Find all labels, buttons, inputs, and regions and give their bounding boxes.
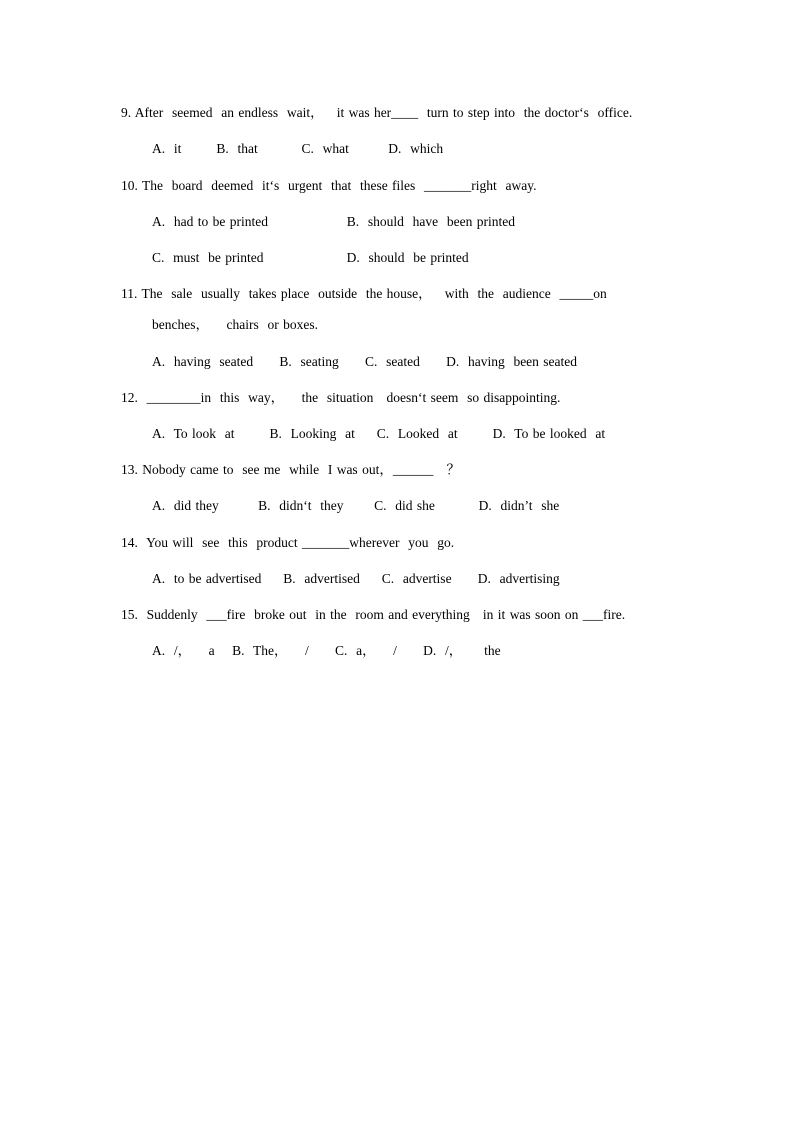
question-15-options: A. /， a B. The， / C. a， / D. /， the [152,643,501,658]
question-13-options: A. did they B. didn‘t they C. did she D. didn’t she [152,498,560,513]
question-14-options: A. to be advertised B. advertised C. advertise D. advertising [152,571,560,586]
question-11-stem: 11. The sale usually takes place outside the house， with the audience _____on [121,286,607,301]
question-9-options: A. it B. that C. what D. which [152,141,444,156]
question-10-stem: 10. The board deemed it‘s urgent that these files _______right away. [121,178,537,193]
question-14-stem: 14. You will see this product _______wherever you go. [121,535,455,550]
question-9-stem: 9. After seemed an endless wait， it was her____ turn to step into the doctor‘s office. [121,105,633,120]
question-12-stem: 12. ________in this way， the situation doesn‘t seem so disappointing. [121,390,561,405]
question-10-options-row-2: C. must be printed D. should be printed [152,250,469,265]
question-11-stem-continuation: benches， chairs or boxes. [152,317,318,332]
question-10-options-row-1: A. had to be printed B. should have been printed [152,214,515,229]
question-11-options: A. having seated B. seating C. seated D. having been seated [152,354,578,369]
question-12-options: A. To look at B. Looking at C. Looked at D. To be looked at [152,426,606,441]
question-15-stem: 15. Suddenly ___fire broke out in the room and everything in it was soon on ___fire. [121,607,626,622]
question-13-stem: 13. Nobody came to see me while I was out，______ ？ [121,462,460,477]
